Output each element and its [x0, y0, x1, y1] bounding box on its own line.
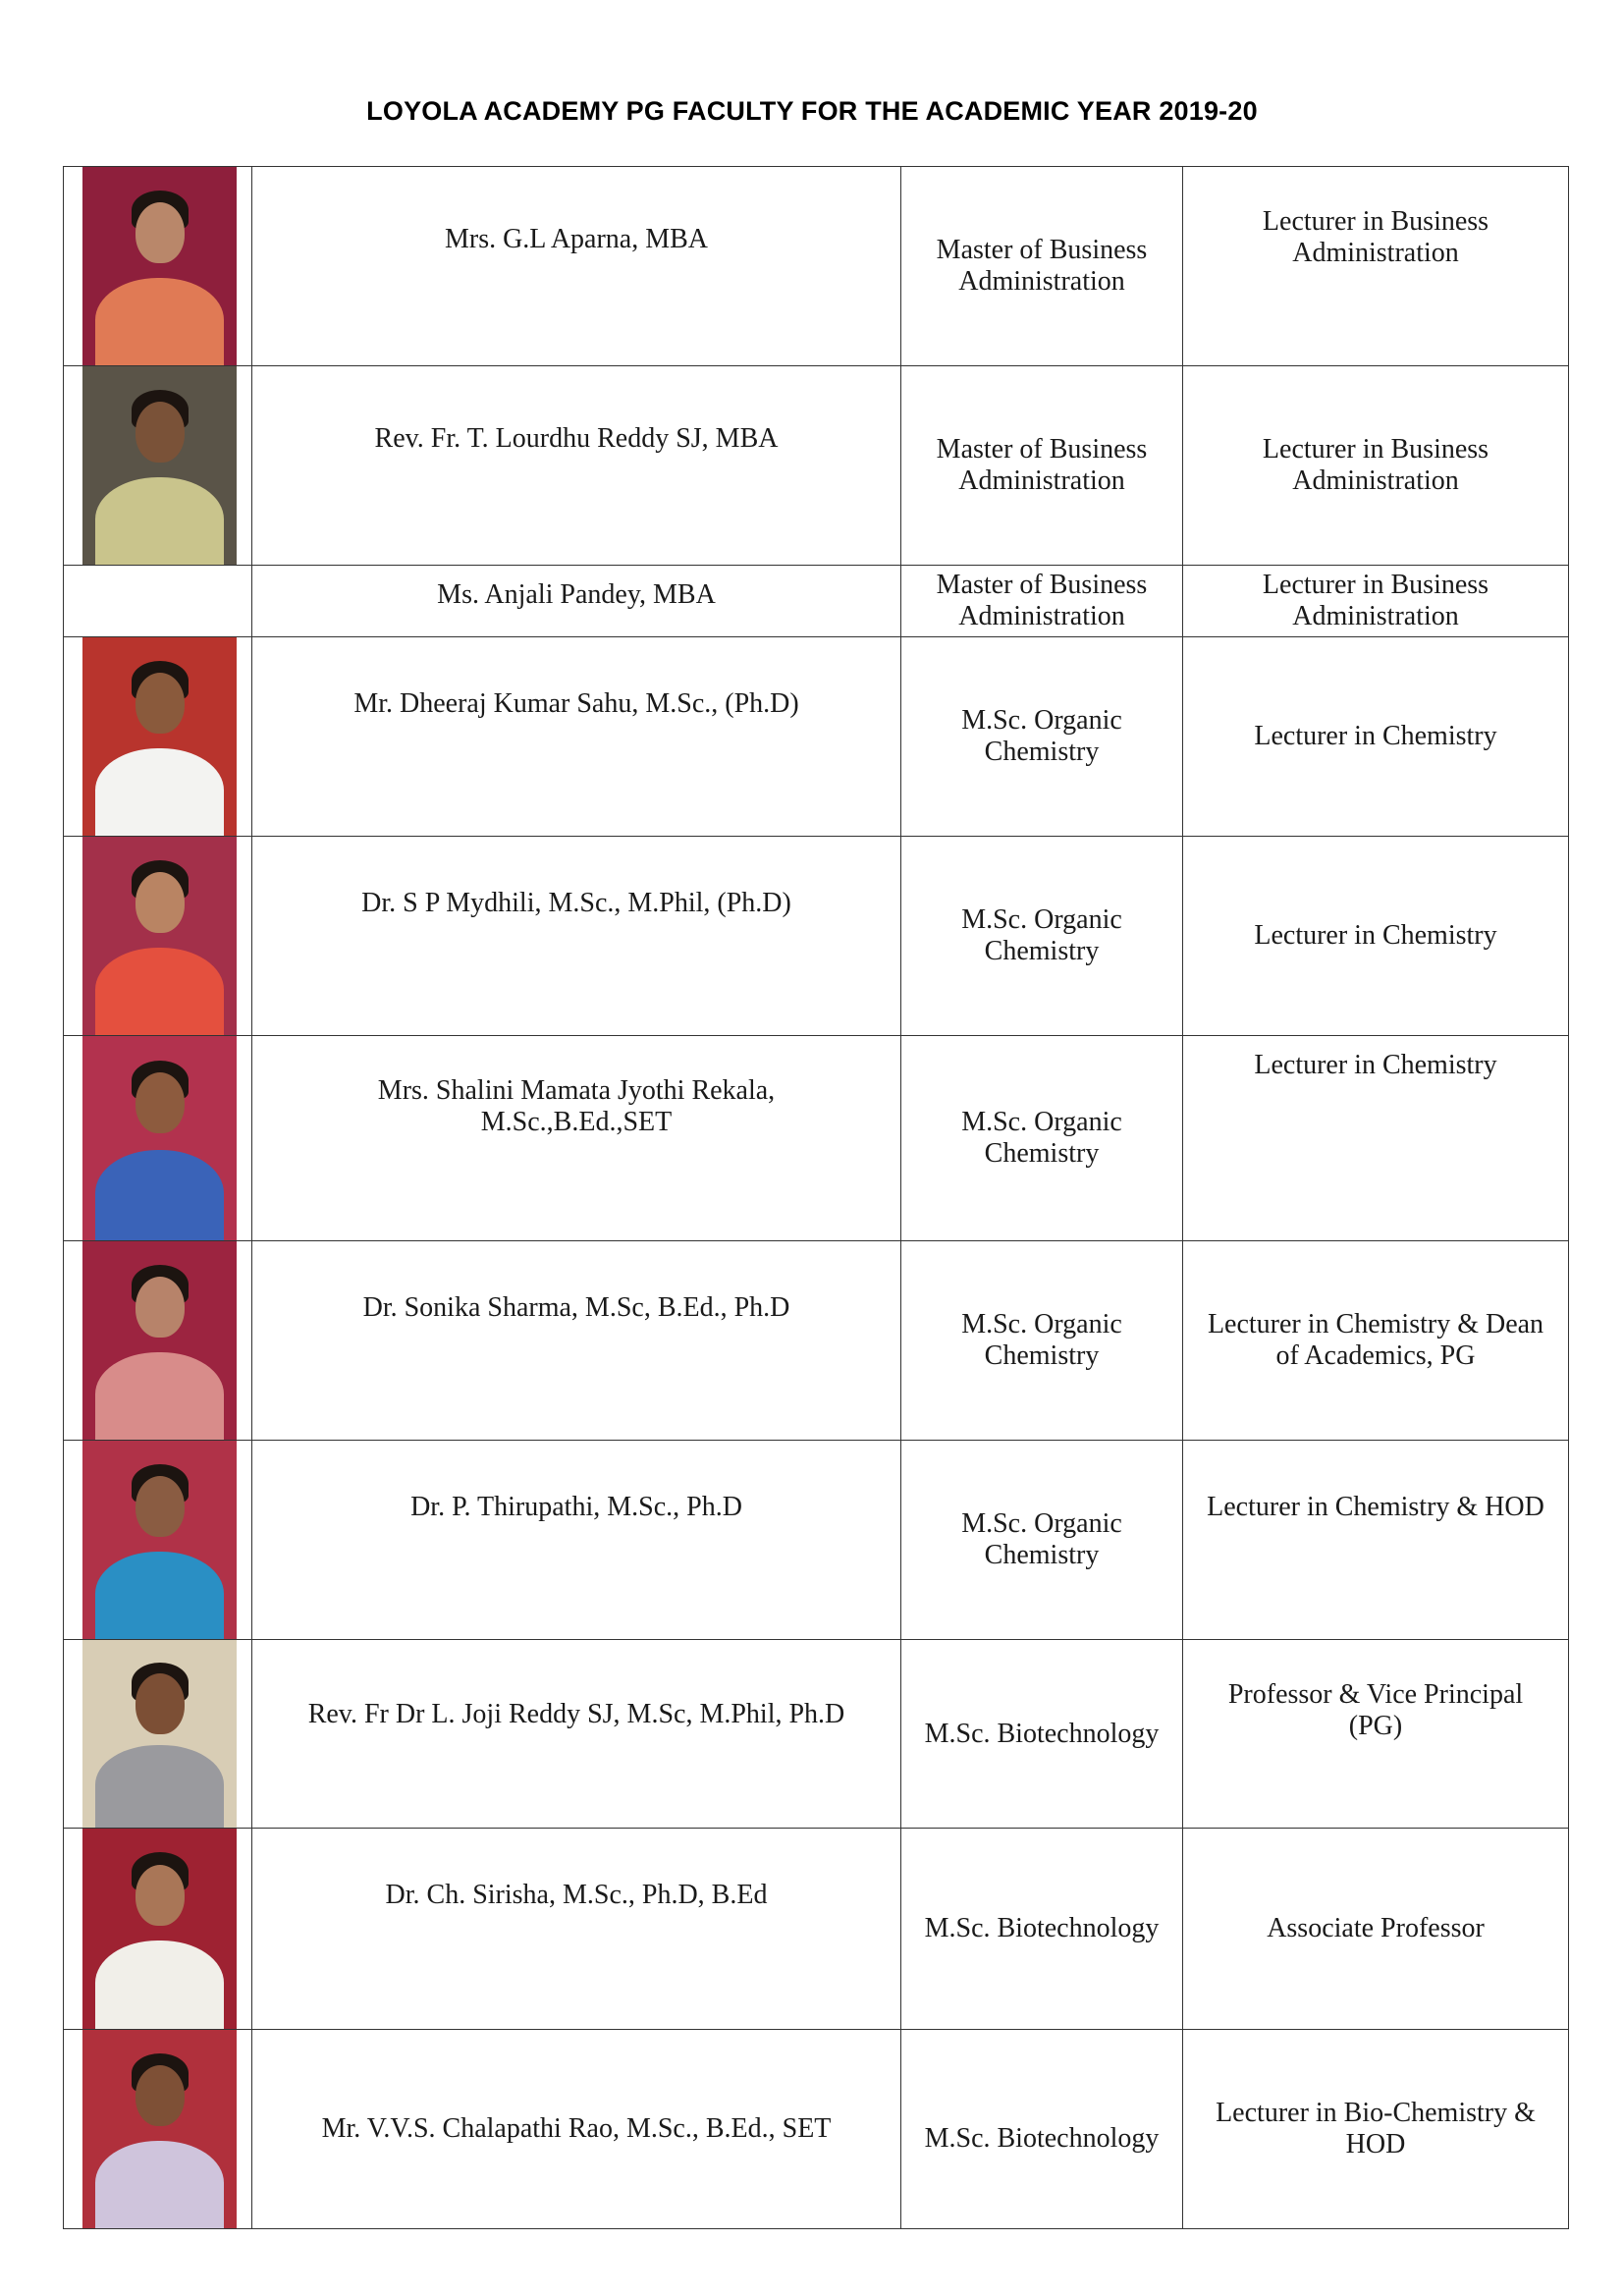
faculty-program — [901, 1640, 1183, 1829]
program-line: Master of Business — [936, 570, 1148, 600]
faculty-name — [252, 1441, 901, 1640]
designation-line: Professor & Vice Principal — [1227, 1679, 1524, 1710]
faculty-designation — [1183, 167, 1569, 366]
faculty-name-text: Rev. Fr. T. Lourdhu Reddy SJ, MBA — [374, 423, 779, 454]
faculty-name — [252, 167, 901, 366]
program-line: M.Sc. Organic — [961, 705, 1122, 736]
faculty-name-text: Mr. V.V.S. Chalapathi Rao, M.Sc., B.Ed., SET — [321, 2113, 832, 2144]
faculty-program — [901, 1036, 1183, 1241]
program-line: M.Sc. Biotechnology — [924, 1913, 1160, 1943]
faculty-photo — [82, 1241, 237, 1440]
faculty-name — [252, 637, 901, 837]
faculty-name — [252, 566, 901, 637]
faculty-program — [901, 1241, 1183, 1441]
faculty-designation — [1183, 1036, 1569, 1241]
faculty-photo — [82, 1441, 237, 1639]
faculty-designation — [1183, 837, 1569, 1036]
designation-line: Lecturer in Chemistry & Dean — [1207, 1309, 1544, 1339]
faculty-name — [252, 1241, 901, 1441]
designation-line: Lecturer in Bio-Chemistry & — [1216, 2098, 1536, 2128]
program-line: M.Sc. Organic — [961, 1309, 1122, 1339]
faculty-name — [252, 2030, 901, 2229]
table-row — [64, 2030, 1569, 2229]
faculty-photo — [82, 1036, 237, 1240]
faculty-name-text: Dr. S P Mydhili, M.Sc., M.Phil, (Ph.D) — [361, 888, 791, 918]
faculty-program — [901, 637, 1183, 837]
faculty-name-text: M.Sc.,B.Ed.,SET — [480, 1107, 673, 1137]
photo-cell — [64, 1640, 252, 1829]
program-line: Chemistry — [984, 936, 1100, 966]
faculty-name-text: Mrs. G.L Aparna, MBA — [444, 224, 709, 254]
faculty-name — [252, 837, 901, 1036]
faculty-photo — [82, 1829, 237, 2029]
faculty-designation — [1183, 1829, 1569, 2030]
faculty-designation — [1183, 366, 1569, 566]
table-row — [64, 1036, 1569, 1241]
faculty-program — [901, 837, 1183, 1036]
photo-cell — [64, 2030, 252, 2229]
table-row — [64, 1441, 1569, 1640]
faculty-name-text: Mrs. Shalini Mamata Jyothi Rekala, — [377, 1075, 776, 1106]
designation-line: Lecturer in Chemistry & HOD — [1207, 1492, 1544, 1522]
program-line: Master of Business — [936, 434, 1148, 465]
faculty-designation — [1183, 2030, 1569, 2229]
program-line: Chemistry — [984, 1138, 1100, 1169]
designation-line: Administration — [1292, 238, 1459, 268]
program-line: Administration — [958, 601, 1125, 631]
photo-cell — [64, 837, 252, 1036]
faculty-name-text: Ms. Anjali Pandey, MBA — [437, 579, 716, 610]
designation-line: HOD — [1345, 2129, 1406, 2159]
photo-cell — [64, 637, 252, 837]
photo-cell — [64, 1036, 252, 1241]
faculty-photo — [82, 2030, 237, 2228]
faculty-designation — [1183, 637, 1569, 837]
photo-cell — [64, 1829, 252, 2030]
photo-cell — [64, 566, 252, 637]
faculty-name-text: Rev. Fr Dr L. Joji Reddy SJ, M.Sc, M.Phil, Ph.D — [307, 1699, 845, 1729]
faculty-photo — [82, 167, 237, 365]
faculty-name — [252, 1036, 901, 1241]
faculty-program — [901, 2030, 1183, 2229]
program-line: Chemistry — [984, 1340, 1100, 1371]
faculty-designation — [1183, 1441, 1569, 1640]
faculty-designation — [1183, 1640, 1569, 1829]
faculty-name-text: Dr. P. Thirupathi, M.Sc., Ph.D — [410, 1492, 742, 1522]
program-line: M.Sc. Organic — [961, 904, 1122, 935]
designation-line: (PG) — [1348, 1711, 1403, 1741]
photo-cell — [64, 1441, 252, 1640]
faculty-program — [901, 366, 1183, 566]
faculty-photo — [82, 366, 237, 565]
program-line: Administration — [958, 465, 1125, 496]
faculty-name-text: Dr. Ch. Sirisha, M.Sc., Ph.D, B.Ed — [385, 1880, 768, 1910]
faculty-designation — [1183, 566, 1569, 637]
table-row — [64, 566, 1569, 637]
designation-line: Lecturer in Chemistry — [1254, 920, 1497, 951]
designation-line: Lecturer in Business — [1262, 570, 1489, 600]
table-row — [64, 1241, 1569, 1441]
table-row — [64, 837, 1569, 1036]
program-line: Master of Business — [936, 235, 1148, 265]
faculty-program — [901, 1829, 1183, 2030]
faculty-designation — [1183, 1241, 1569, 1441]
faculty-table — [63, 166, 1569, 2229]
photo-cell — [64, 167, 252, 366]
photo-cell — [64, 1241, 252, 1441]
designation-line: Lecturer in Business — [1262, 206, 1489, 237]
program-line: Chemistry — [984, 737, 1100, 767]
program-line: M.Sc. Organic — [961, 1508, 1122, 1539]
program-line: M.Sc. Biotechnology — [924, 2123, 1160, 2154]
program-line: M.Sc. Organic — [961, 1107, 1122, 1137]
faculty-name — [252, 1640, 901, 1829]
faculty-name-text: Mr. Dheeraj Kumar Sahu, M.Sc., (Ph.D) — [353, 688, 799, 719]
table-row — [64, 366, 1569, 566]
program-line: Chemistry — [984, 1540, 1100, 1570]
table-row — [64, 167, 1569, 366]
table-row — [64, 1829, 1569, 2030]
program-line: Administration — [958, 266, 1125, 297]
page-title: LOYOLA ACADEMY PG FACULTY FOR THE ACADEMIC YEAR 2019-20 — [366, 96, 1258, 126]
faculty-program — [901, 566, 1183, 637]
designation-line: Administration — [1292, 601, 1459, 631]
faculty-name — [252, 366, 901, 566]
table-row — [64, 637, 1569, 837]
faculty-name-text: Dr. Sonika Sharma, M.Sc, B.Ed., Ph.D — [362, 1292, 790, 1323]
faculty-program — [901, 167, 1183, 366]
faculty-photo — [82, 1640, 237, 1828]
faculty-photo — [82, 837, 237, 1035]
designation-line: Lecturer in Business — [1262, 434, 1489, 465]
faculty-program — [901, 1441, 1183, 1640]
designation-line: Lecturer in Chemistry — [1254, 721, 1497, 751]
faculty-name — [252, 1829, 901, 2030]
designation-line: Lecturer in Chemistry — [1254, 1050, 1497, 1080]
faculty-photo — [82, 637, 237, 836]
designation-line: Administration — [1292, 465, 1459, 496]
program-line: M.Sc. Biotechnology — [924, 1718, 1160, 1749]
table-row — [64, 1640, 1569, 1829]
designation-line: Associate Professor — [1267, 1913, 1485, 1943]
photo-cell — [64, 366, 252, 566]
designation-line: of Academics, PG — [1275, 1340, 1476, 1371]
